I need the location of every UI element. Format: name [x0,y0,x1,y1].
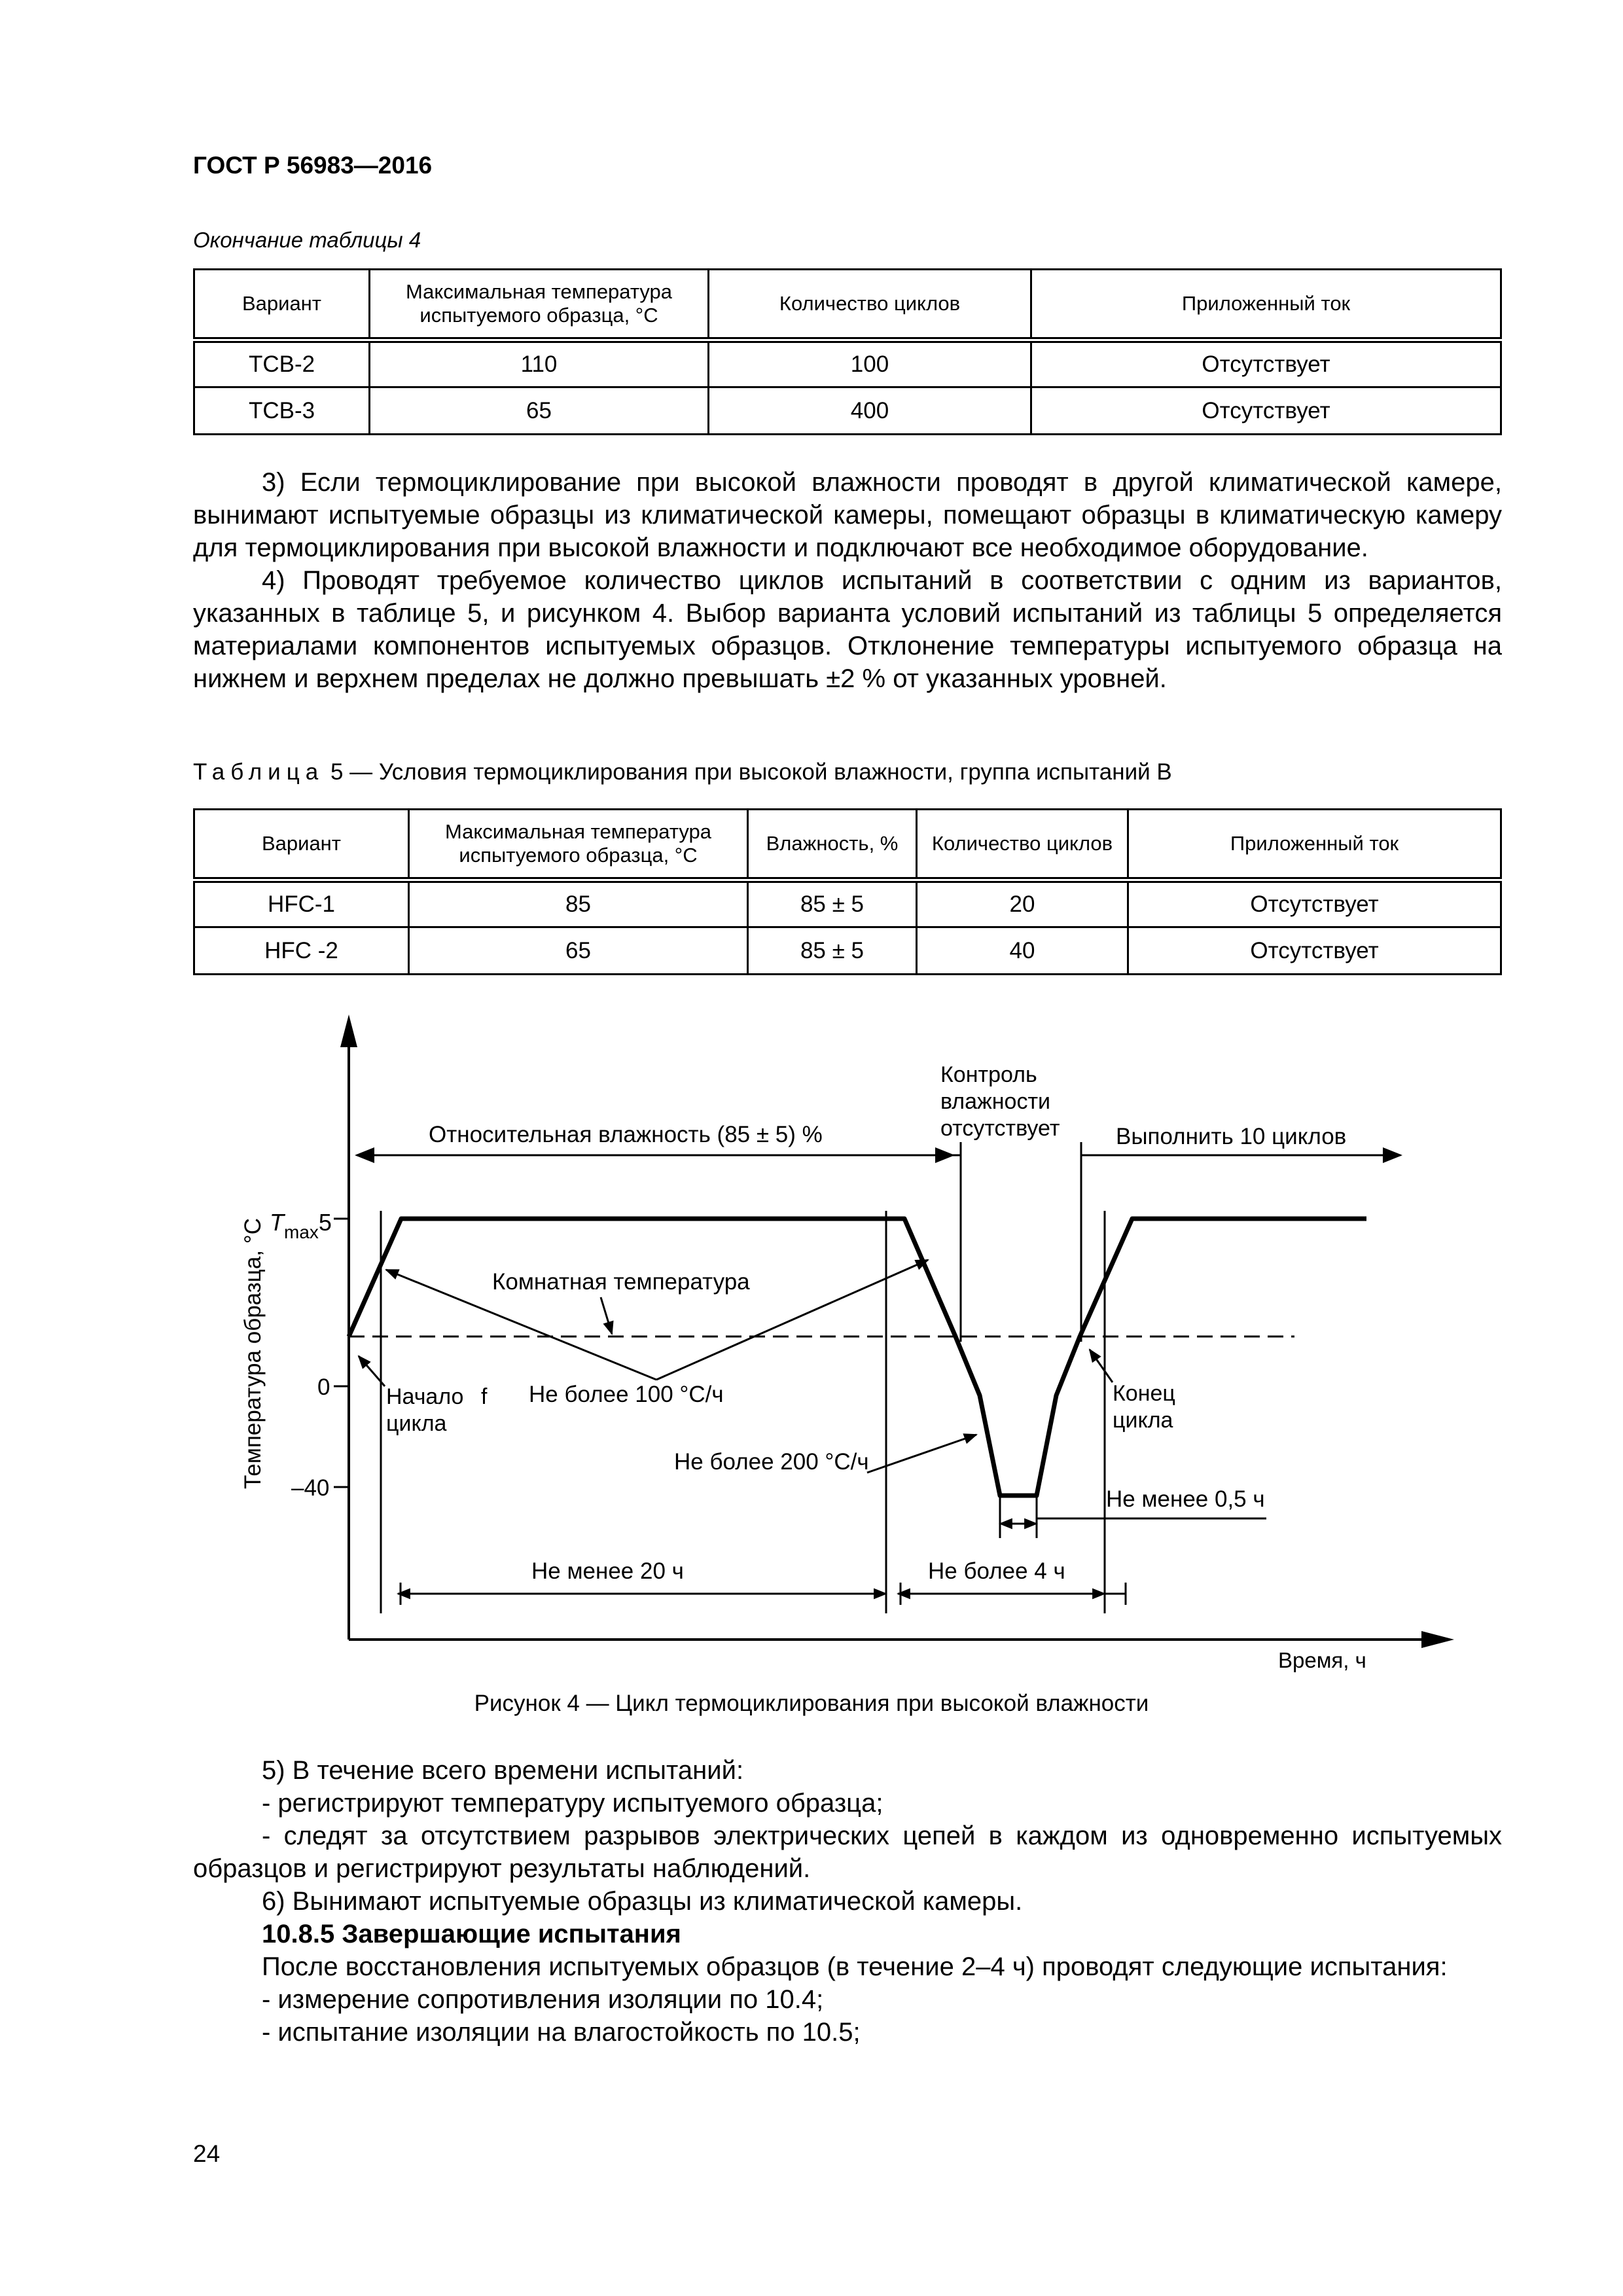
t5-cell: Отсутствует [1128,927,1501,975]
t5-cell: 20 [917,880,1128,927]
document-header: ГОСТ Р 56983—2016 [193,152,433,179]
end-label-2: цикла [1113,1408,1173,1433]
t5-cell: 40 [917,927,1128,975]
tmax-sub: max [284,1222,319,1242]
tick-minus40-label: –40 [291,1475,330,1501]
tick-0-label: 0 [317,1374,330,1400]
tmax-5: 5 [318,1209,332,1236]
t5-header-current: Приложенный ток [1128,810,1501,880]
t4-cell: TCB-2 [194,340,370,387]
rate200-arrow [867,1435,976,1473]
end-label-1: Конец [1113,1381,1175,1406]
t4-cell: TCB-3 [194,387,370,435]
max4-label: Не более 4 ч [928,1558,1065,1584]
start-label-1: Начало [386,1384,464,1409]
x-axis-arrow-icon [1421,1631,1454,1648]
y-axis-arrow-icon [340,1014,357,1047]
paragraph-3: 3) Если термоциклирование при высокой влажности проводят в другой климатической камере, вынимают испытуемые образцы из климатической камеры, помещают образцы в климатическую камеру для термоциклирования при высокой влажности и подключают все необходимое оборудование. [193,468,1502,562]
t4-cell: 65 [370,387,709,435]
figure-caption: Рисунок 4 — Цикл термоциклирования при высокой влажности [474,1691,1149,1716]
section-heading: 10.8.5 Завершающие испытания [262,1920,681,1948]
humidity-label: Относительная влажность (85 ± 5) % [429,1122,823,1147]
min05-label: Не менее 0,5 ч [1106,1486,1265,1512]
start-label-2: цикла [386,1411,447,1436]
table5-caption-text: — Условия термоциклирования при высокой влажности, группа испытаний В [349,759,1172,785]
table5-caption-number: 5 [330,759,344,785]
end-arrow [1090,1350,1113,1382]
t5-header-cycles: Количество циклов [917,810,1128,880]
t5-header-maxtemp: Максимальная температура испытуемого образца, °С [409,810,748,880]
t5-header-variant: Вариант [194,810,409,880]
control-label-1: Контроль [940,1062,1037,1087]
tmax-T: T [270,1209,284,1236]
paragraph-4: 4) Проводят требуемое количество циклов испытаний в соответствии с одним из вариантов, указанных в таблице 5, и рисунком 4. Выбор варианта условий испытаний из таблицы 5 определяется материалами компонентов испытуемых образцов. Отклонение температуры испытуемого образца на нижнем и верхнем пределах не должно превышать ±2 % от указанных уровней. [193,566,1502,693]
t5-cell: Отсутствует [1128,880,1501,927]
t4-cell: Отсутствует [1031,387,1501,435]
min20-label: Не менее 20 ч [531,1558,684,1584]
t4-header-current: Приложенный ток [1031,270,1501,340]
paragraph-5b: - следят за отсутствием разрывов электрических цепей в каждом из одновременно испытуемых образцов и регистрируют результаты наблюдений. [193,1821,1502,1883]
rate200-label: Не более 200 °С/ч [674,1449,869,1475]
t4-cell: 400 [709,387,1031,435]
t5-cell: 65 [409,927,748,975]
control-label-3: отсутствует [940,1116,1060,1141]
paragraph-6: 6) Вынимают испытуемые образцы из климатической камеры. [262,1887,1023,1916]
list-item-1: - измерение сопротивления изоляции по 10.4; [262,1985,824,2014]
t5-cell: 85 ± 5 [748,880,917,927]
t5-cell: 85 ± 5 [748,927,917,975]
t4-cell: 110 [370,340,709,387]
t4-cell: Отсутствует [1031,340,1501,387]
paragraph-after: После восстановления испытуемых образцов (в течение 2–4 ч) проводят следующие испытания: [262,1952,1448,1981]
control-label-2: влажности [940,1089,1051,1114]
cycles-label: Выполнить 10 циклов [1116,1124,1347,1149]
t4-cell: 100 [709,340,1031,387]
tmax-label [270,1209,332,1242]
t4-header-maxtemp: Максимальная температура испытуемого образца, °С [370,270,709,340]
paragraph-5: 5) В течение всего времени испытаний: [262,1756,744,1785]
page-number: 24 [193,2140,221,2167]
t5-cell: 85 [409,880,748,927]
t4-header-variant: Вариант [194,270,370,340]
x-axis-label: Время, ч [1278,1648,1366,1672]
body-paragraphs-2 [193,1754,1502,2049]
t4-header-cycles: Количество циклов [709,270,1031,340]
table4-caption: Окончание таблицы 4 [193,228,421,252]
room-temp-arrow [601,1297,612,1334]
t5-cell: HFC -2 [194,927,409,975]
room-temp-label: Комнатная температура [492,1269,750,1295]
t5-cell: HFC-1 [194,880,409,927]
y-axis-label: Температура образца, °С [240,1217,266,1489]
t5-header-humidity: Влажность, % [748,810,917,880]
list-item-2: - испытание изоляции на влагостойкость по 10.5; [262,2018,861,2047]
paragraph-5a: - регистрируют температуру испытуемого образца; [262,1789,883,1818]
start-f: f [481,1384,488,1409]
rate100-label: Не более 100 °С/ч [529,1382,724,1407]
table5-caption-prefix: Таблица [193,759,325,785]
